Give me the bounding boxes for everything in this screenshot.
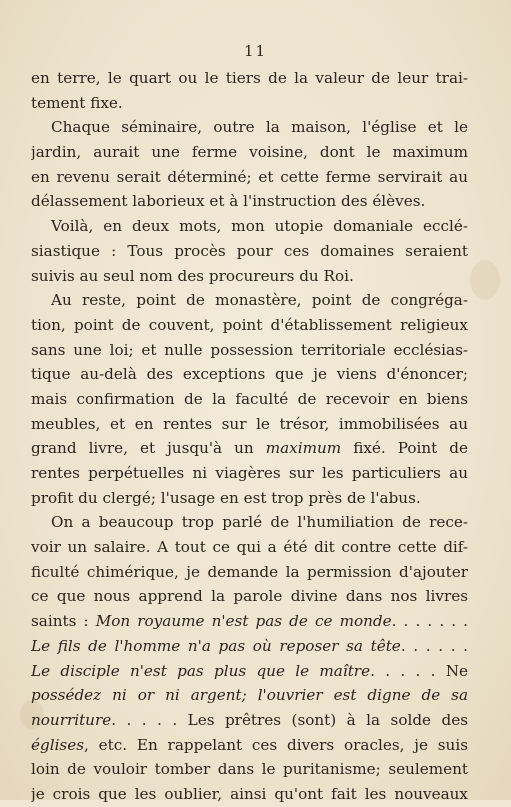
- text-span: saints :: [31, 612, 96, 631]
- paper-stain: [470, 260, 500, 300]
- text-line: suivis au seul nom des procureurs du Roi.: [31, 266, 354, 285]
- text-line: meubles, et en rentes sur le trésor, immobilisées au: [31, 414, 468, 433]
- text-line: voir un salaire. A tout ce qui a été dit contre cette dif-: [31, 538, 468, 557]
- text-line: ficulté chimérique, je demande la permission d'ajouter: [31, 562, 468, 581]
- text-span: . . . . . .: [400, 636, 468, 655]
- text-line: siastique : Tous procès pour ces domaines seraient: [31, 241, 468, 260]
- text-line: tion, point de couvent, point d'établissement religieux: [31, 315, 468, 334]
- italic-text: Mon royaume n'est pas de ce monde: [95, 612, 392, 631]
- italic-text: maximum: [265, 439, 342, 458]
- text-line: [31, 733, 468, 758]
- text-line: [31, 683, 468, 708]
- text-line: [31, 609, 468, 634]
- text-span: . . . . . Ne: [370, 661, 468, 680]
- italic-text: églises: [31, 735, 85, 754]
- page-number: 11: [243, 42, 268, 60]
- text-span: . . . . . Les prêtres (sont) à la solde des: [111, 710, 468, 729]
- text-line: tement fixe.: [31, 93, 123, 112]
- italic-text: nourriture: [31, 710, 112, 729]
- page-body-text: [31, 66, 468, 807]
- text-line: [31, 708, 468, 733]
- text-line: délassement laborieux et à l'instruction des élèves.: [31, 192, 426, 211]
- text-line: profit du clergé; l'usage en est trop près de l'abus.: [31, 488, 421, 507]
- italic-text: Le disciple n'est pas plus que le maître: [31, 661, 371, 680]
- text-line: [31, 634, 468, 659]
- text-line: Voilà, en deux mots, mon utopie domaniale ecclé-: [51, 217, 468, 236]
- text-line: en terre, le quart ou le tiers de la valeur de leur trai-: [31, 69, 468, 87]
- text-line: tique au-delà des exceptions que je viens d'énoncer;: [31, 365, 468, 384]
- text-line: Au reste, point de monastère, point de congréga-: [51, 291, 468, 310]
- text-line: sans une loi; et nulle possession territoriale ecclésias-: [31, 340, 468, 359]
- text-line: [31, 436, 468, 461]
- text-line: je crois que les oublier, ainsi qu'ont fait les nouveaux: [31, 784, 468, 803]
- italic-text: Le fils de l'homme n'a pas où reposer sa tête: [31, 636, 401, 655]
- text-line: loin de vouloir tomber dans le puritanisme; seulement: [31, 760, 468, 779]
- italic-text: possédez ni or ni argent; l'ouvrier est digne de sa: [31, 686, 468, 705]
- text-line: [31, 659, 468, 684]
- text-span: fixé. Point de: [341, 439, 468, 458]
- text-span: grand livre, et jusqu'à un: [31, 439, 266, 458]
- text-span: , etc. En rappelant ces divers oracles, je suis: [84, 735, 468, 754]
- text-span: . . . . . . .: [391, 612, 468, 631]
- text-line: rentes perpétuelles ni viagères sur les particuliers au: [31, 464, 468, 482]
- text-line: Chaque séminaire, outre la maison, l'église et le: [51, 118, 468, 137]
- text-line: jardin, aurait une ferme voisine, dont le maximum: [31, 143, 468, 162]
- text-line: mais confirmation de la faculté de recevoir en biens: [31, 389, 468, 408]
- text-line: ce que nous apprend la parole divine dans nos livres: [31, 587, 468, 606]
- text-line: On a beaucoup trop parlé de l'humiliation de rece-: [51, 513, 468, 532]
- text-line: en revenu serait déterminé; et cette ferme servirait au: [31, 167, 468, 186]
